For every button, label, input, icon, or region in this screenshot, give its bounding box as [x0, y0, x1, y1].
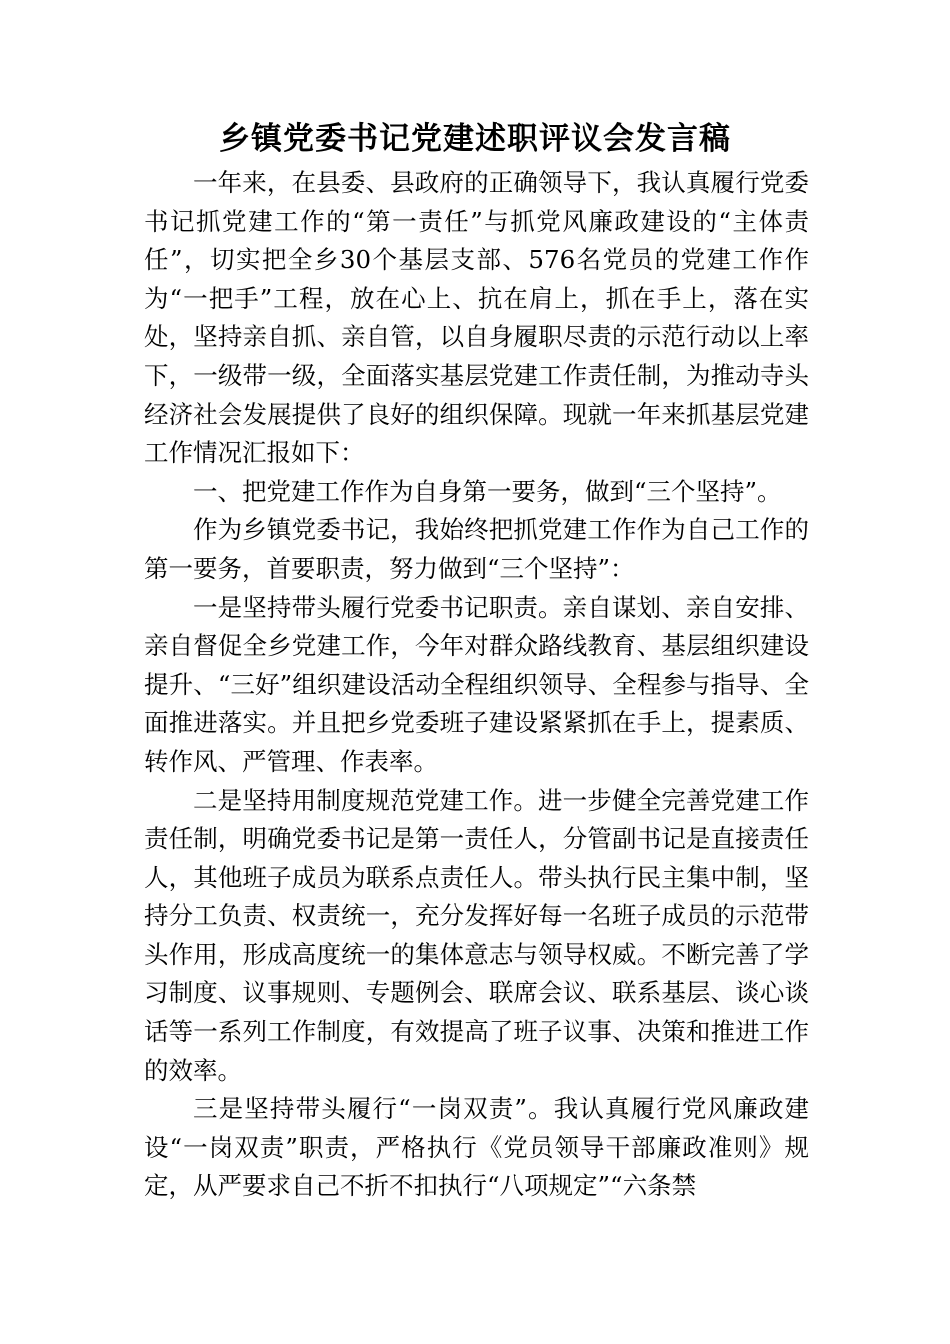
document-title: 乡镇党委书记党建述职评议会发言稿 [219, 121, 731, 157]
paragraph-intro: 一年来，在县委、县政府的正确领导下，我认真履行党委书记抓党建工作的“第一责任”与抓党风廉政建设的“主体责任”，切实把全乡30个基层支部、576名党员的党建工作作为“一把手”工程，放在心上、抗在肩上，抓在手上，落在实处，坚持亲自抓、亲自管，以自身履职尽责的示范行动以上率下，一级带一级，全面落实基层党建工作责任制，为推动寺头经济社会发展提供了良好的组织保障。现就一年来抓基层党建工作情况汇报如下： [144, 168, 809, 468]
paragraph-three-persist: 作为乡镇党委书记，我始终把抓党建工作作为自己工作的第一要务，首要职责，努力做到“三个坚持”： [144, 515, 809, 583]
paragraph-point-1: 一是坚持带头履行党委书记职责。亲自谋划、亲自安排、亲自督促全乡党建工作，今年对群众路线教育、基层组织建设提升、“三好”组织建设活动全程组织领导、全程参与指导、全面推进落实。并且把乡党委班子建设紧紧抓在手上，提素质、转作风、严管理、作表率。 [144, 592, 809, 776]
paragraph-point-2: 二是坚持用制度规范党建工作。进一步健全完善党建工作责任制，明确党委书记是第一责任人，分管副书记是直接责任人，其他班子成员为联系点责任人。带头执行民主集中制，坚持分工负责、权责统一，充分发挥好每一名班子成员的示范带头作用，形成高度统一的集体意志与领导权威。不断完善了学习制度、议事规则、专题例会、联席会议、联系基层、谈心谈话等一系列工作制度，有效提高了班子议事、决策和推进工作的效率。 [144, 785, 809, 1085]
document-body [144, 164, 809, 1206]
paragraph-point-3: 三是坚持带头履行“一岗双责”。我认真履行党风廉政建设“一岗双责”职责，严格执行《党员领导干部廉政准则》规定，从严要求自己不折不扣执行“八项规定”“六条禁 [144, 1094, 809, 1201]
section-heading-1: 一、把党建工作作为自身第一要务，做到“三个坚持”。 [193, 476, 782, 506]
